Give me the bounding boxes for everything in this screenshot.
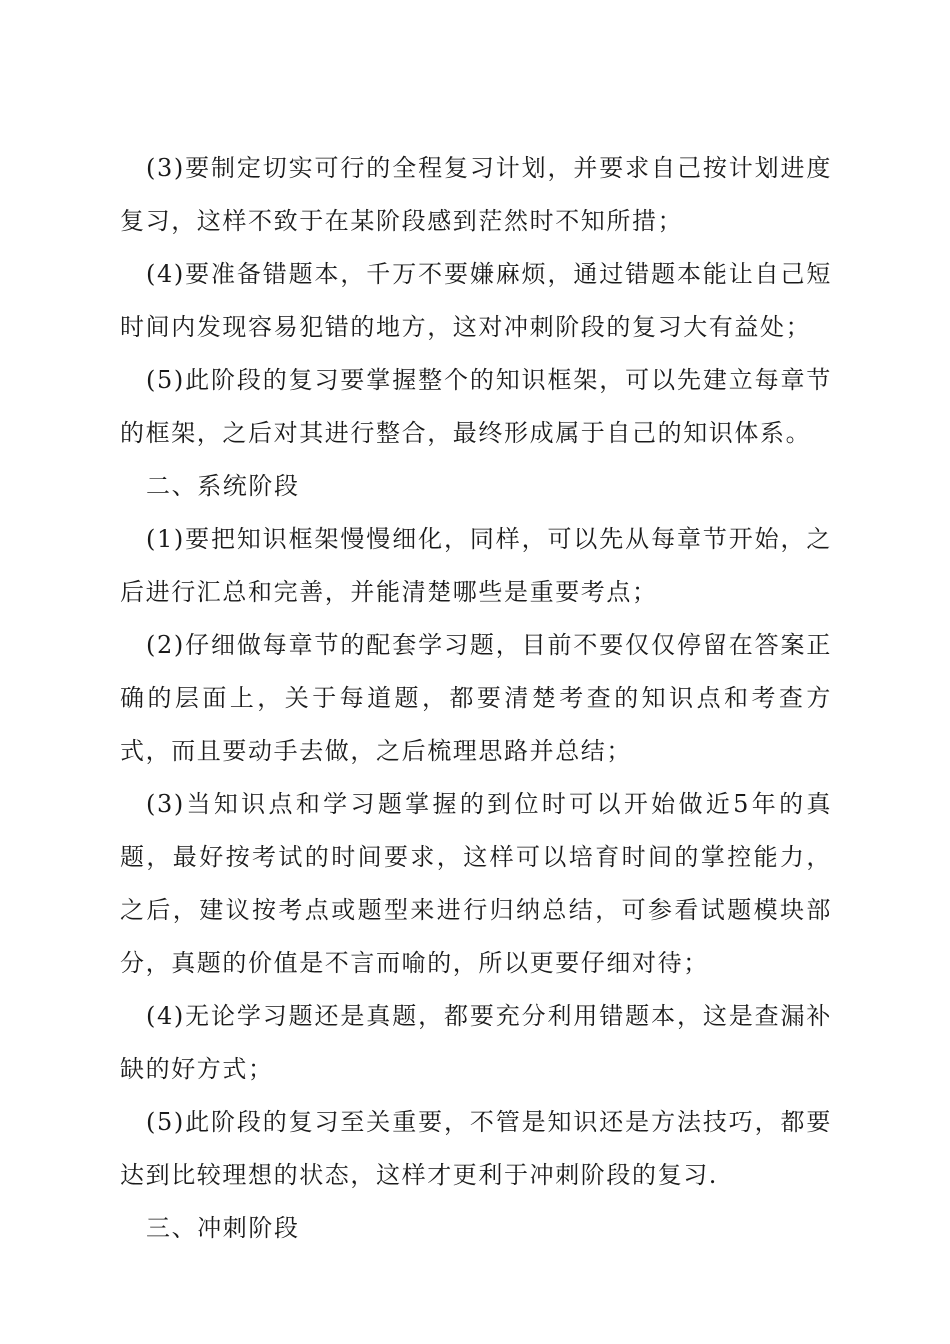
list-item-stage-importance: (5)此阶段的复习至关重要，不管是知识还是方法技巧，都要达到比较理想的状态，这样才更利于冲刺阶段的复习. bbox=[120, 1108, 832, 1189]
list-item-knowledge-framework: (5)此阶段的复习要掌握整个的知识框架，可以先建立每章节的框架，之后对其进行整合，最终形成属于自己的知识体系。 bbox=[120, 366, 832, 447]
list-item-past-exams: (3)当知识点和学习题掌握的到位时可以开始做近5年的真题，最好按考试的时间要求，这样可以培育时间的掌控能力，之后，建议按考点或题型来进行归纳总结，可参看试题模块部分，真题的价值是不言而喻的，所以更要仔细对待； bbox=[120, 790, 832, 977]
section-heading-system-stage: 二、系统阶段 bbox=[146, 472, 300, 500]
list-item-chapter-exercises: (2)仔细做每章节的配套学习题，目前不要仅仅停留在答案正确的层面上，关于每道题，都要清楚考查的知识点和考查方式，而且要动手去做，之后梳理思路并总结； bbox=[120, 631, 832, 765]
document-body bbox=[120, 142, 832, 1255]
list-item-refine-framework: (1)要把知识框架慢慢细化，同样，可以先从每章节开始，之后进行汇总和完善，并能清楚哪些是重要考点； bbox=[120, 525, 832, 606]
list-item-review-plan: (3)要制定切实可行的全程复习计划，并要求自己按计划进度复习，这样不致于在某阶段感到茫然时不知所措； bbox=[120, 154, 832, 235]
list-item-error-notebook: (4)要准备错题本，千万不要嫌麻烦，通过错题本能让自己短时间内发现容易犯错的地方，这对冲刺阶段的复习大有益处； bbox=[120, 260, 832, 341]
section-heading-sprint-stage: 三、冲刺阶段 bbox=[146, 1214, 300, 1242]
list-item-use-error-notebook: (4)无论学习题还是真题，都要充分利用错题本，这是查漏补缺的好方式； bbox=[120, 1002, 832, 1083]
